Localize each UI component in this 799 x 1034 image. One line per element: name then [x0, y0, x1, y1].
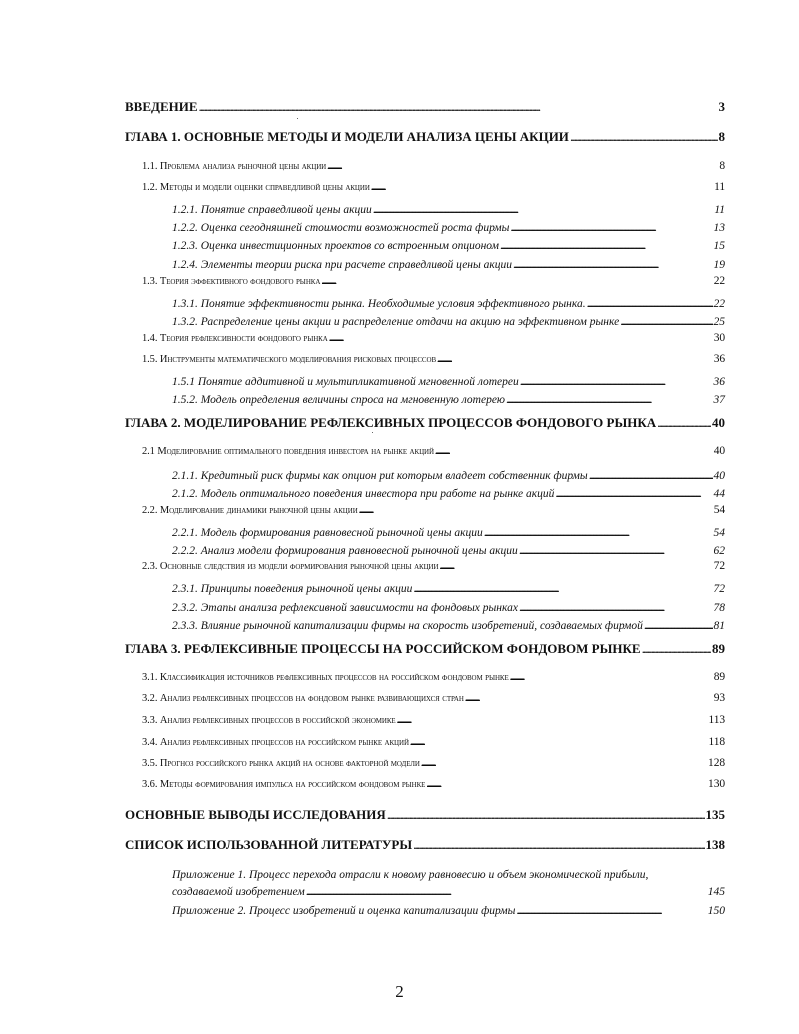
dot-leader: [426, 780, 707, 791]
toc-entry: [172, 260, 725, 272]
toc-entry-page: 8: [718, 129, 725, 144]
toc-entry: [172, 205, 725, 217]
toc-entry-title: 1.2.4. Элементы теории риска при расчете справедливой цены акции: [172, 259, 513, 271]
toc-entry: [172, 489, 725, 501]
toc-entry: [142, 446, 725, 458]
dot-leader: [519, 603, 713, 615]
dot-leader: [465, 694, 713, 705]
toc-entry-page: 81: [713, 620, 725, 632]
toc-entry-title: 3.1. Классификация источников рефлексивных процессов на российском фондовом рынке: [142, 672, 509, 683]
toc-entry-page: 22: [713, 298, 725, 310]
dot-leader: [371, 183, 713, 194]
dot-leader: [620, 317, 712, 329]
toc-entry-title: ГЛАВА 2. МОДЕЛИРОВАНИЕ РЕФЛЕКСИВНЫХ ПРОЦЕССОВ ФОНДОВОГО РЫНКА: [125, 415, 657, 430]
toc-entry-title: Приложение 2. Процесс изобретений и оценка капитализации фирмы: [172, 905, 516, 917]
toc-entry-page: 3: [718, 99, 725, 114]
toc-entry-title: 2.3.1. Принципы поведения рыночной цены акции: [172, 583, 413, 595]
dot-leader: [359, 506, 713, 517]
toc-entry-title: 1.5.2. Модель определения величины спроса на мгновенную лотерею: [172, 394, 506, 406]
toc-entry-title: 3.6. Методы формирования импульса на российском фондовом рынке: [142, 779, 426, 790]
toc-entry-page: 72: [713, 560, 725, 572]
toc-entry: [172, 546, 725, 558]
dot-leader: [644, 621, 713, 633]
toc-entry-title: создаваемой изобретением: [172, 886, 305, 898]
toc-entry-page: 78: [713, 602, 725, 614]
toc-entry-page: 128: [708, 757, 725, 769]
toc-entry-title: 2.1.2. Модель оптимального поведения инвестора при работе на рынке акций: [172, 488, 555, 500]
toc-entry-page: 150: [707, 905, 725, 917]
toc-entry-page: 54: [713, 504, 725, 516]
toc-entry: [142, 182, 725, 194]
dot-leader: [437, 355, 713, 366]
dot-leader: [484, 528, 713, 540]
toc-entry: [172, 395, 725, 407]
toc-entry-page: 30: [713, 332, 725, 344]
toc-entry: [125, 100, 725, 113]
dot-leader: [199, 100, 718, 113]
toc-entry-title: 1.2.1. Понятие справедливой цены акции: [172, 204, 372, 216]
toc-entry-page: 54: [713, 527, 725, 539]
toc-entry-appendix-2: [172, 906, 725, 918]
toc-entry: [142, 715, 725, 727]
toc-entry: [142, 672, 725, 684]
dot-leader: [410, 738, 708, 749]
toc-entry-page: 93: [713, 692, 725, 704]
toc-entry-page: 138: [705, 837, 725, 852]
dot-leader: [510, 223, 712, 235]
toc-entry-title: 3.3. Анализ рефлексивных процессов в российской экономике: [142, 715, 396, 726]
dot-leader: [520, 377, 713, 389]
toc-entry-title: ГЛАВА 3. РЕФЛЕКСИВНЫЕ ПРОЦЕССЫ НА РОССИЙСКОМ ФОНДОВОМ РЫНКЕ: [125, 641, 641, 656]
toc-entry-page: 40: [713, 470, 725, 482]
dot-leader: [306, 887, 707, 899]
toc-entry: [172, 528, 725, 540]
toc-entry: [142, 333, 725, 345]
toc-entry-page: 89: [713, 671, 725, 683]
dot-leader: [413, 838, 704, 851]
toc-entry: [142, 161, 725, 173]
toc-entry-page: 36: [713, 353, 725, 365]
scan-speck: [297, 118, 298, 119]
toc-entry: [142, 758, 725, 770]
toc-entry: [172, 223, 725, 235]
toc-entry-title: 2.3. Основные следствия из модели формирования рыночной цены акции: [142, 561, 439, 572]
toc-entry-title: СПИСОК ИСПОЛЬЗОВАННОЙ ЛИТЕРАТУРЫ: [125, 837, 413, 852]
toc-entry-page: 145: [707, 886, 725, 898]
toc-entry: [172, 317, 725, 329]
toc-entry-title: 2.2.2. Анализ модели формирования равновесной рыночной цены акции: [172, 545, 518, 557]
dot-leader: [327, 162, 718, 173]
dot-leader: [373, 205, 714, 217]
toc-entry-chapter-3: [125, 642, 725, 655]
toc-entry-title: ГЛАВА 1. ОСНОВНЫЕ МЕТОДЫ И МОДЕЛИ АНАЛИЗА ЦЕНЫ АКЦИИ: [125, 129, 569, 144]
toc-entry-title: 1.4. Теория рефлексивности фондового рынка: [142, 333, 328, 344]
toc-entry-page: 130: [708, 778, 725, 790]
dot-leader: [413, 584, 712, 596]
toc-entry-page: 8: [719, 160, 725, 172]
toc-entry-title: 1.2.3. Оценка инвестиционных проектов со встроенным опционом: [172, 240, 499, 252]
dot-leader: [516, 906, 706, 918]
toc-entry: [172, 471, 725, 483]
toc-entry-page: 13: [713, 222, 725, 234]
toc-entry-page: 44: [713, 488, 725, 500]
toc-entry: [142, 737, 725, 749]
dot-leader: [642, 642, 711, 655]
toc-entry: [142, 561, 725, 573]
page-number: 2: [395, 982, 404, 1001]
dot-leader: [421, 759, 707, 770]
toc-entry: [172, 621, 725, 633]
toc-entry-title: 1.5.1 Понятие аддитивной и мультипликативной мгновенной лотереи: [172, 376, 519, 388]
toc-entry-page: 118: [708, 736, 725, 748]
toc-entry-bibliography: [125, 838, 725, 851]
dot-leader: [506, 395, 712, 407]
toc-entry-page: 40: [712, 415, 725, 430]
appendix-1-title-line1: Приложение 1. Процесс перехода отрасли к новому равновесию и объем экономической прибыли,: [172, 869, 649, 881]
toc-entry-page: 40: [713, 445, 725, 457]
toc-entry-page: 36: [713, 376, 725, 388]
toc-entry-title: 1.3.1. Понятие эффективности рынка. Необходимые условия эффективного рынка.: [172, 298, 586, 310]
toc-entry-title: 3.4. Анализ рефлексивных процессов на российском рынке акций: [142, 737, 409, 748]
toc-entry-title: 2.2.1. Модель формирования равновесной рыночной цены акции: [172, 527, 483, 539]
toc-entry-page: 72: [713, 583, 725, 595]
toc-entry-page: 15: [713, 240, 725, 252]
toc-entry-title: 1.1. Проблема анализа рыночной цены акции: [142, 161, 327, 172]
toc-entry-page: 62: [713, 545, 725, 557]
toc-entry: [172, 299, 725, 311]
dot-leader: [657, 416, 711, 429]
toc-entry-page: 113: [708, 714, 725, 726]
toc-entry-title: 1.3. Теория эффективного фондового рынка: [142, 276, 321, 287]
dot-leader: [435, 447, 713, 458]
toc-entry-conclusions: [125, 808, 725, 821]
toc-entry: [142, 693, 725, 705]
dot-leader: [329, 334, 713, 345]
toc-entry: [142, 276, 725, 288]
toc-entry: [142, 505, 725, 517]
toc-entry-title: 1.3.2. Распределение цены акции и распределение отдачи на акцию на эффективном рынке: [172, 316, 620, 328]
toc-entry-title: ВВЕДЕНИЕ: [125, 99, 198, 114]
dot-leader: [321, 277, 712, 288]
toc-entry-title: 2.3.3. Влияние рыночной капитализации фирмы на скорость изобретений, создаваемых фирмой: [172, 620, 643, 632]
toc-entry-page: 11: [714, 204, 725, 216]
toc-entry-page: 19: [713, 259, 725, 271]
toc-entry-title: ОСНОВНЫЕ ВЫВОДЫ ИССЛЕДОВАНИЯ: [125, 807, 386, 822]
toc-entry: [142, 779, 725, 791]
dot-leader: [555, 489, 712, 501]
toc-entry-page: 37: [713, 394, 725, 406]
toc-entry-appendix-1: [172, 887, 725, 899]
toc-entry-title: 1.2.2. Оценка сегодняшней стоимости возможностей роста фирмы: [172, 222, 510, 234]
toc-entry-title: 3.5. Прогноз российского рынка акций на основе факторной модели: [142, 758, 420, 769]
toc-entry-chapter-1: [125, 130, 725, 143]
toc-entry-title: 2.1.1. Кредитный риск фирмы как опцион put которым владеет собственник фирмы: [172, 470, 588, 482]
toc-entry-page: 25: [713, 316, 725, 328]
toc-entry-title: 1.5. Инструменты математического моделирования рисковых процессов: [142, 354, 437, 365]
dot-leader: [510, 673, 713, 684]
toc-entry-page: 135: [705, 807, 725, 822]
dot-leader: [570, 130, 718, 143]
toc-entry: [172, 377, 725, 389]
toc-entry-page: 11: [714, 181, 725, 193]
toc-entry: [172, 241, 725, 253]
toc-entry-title: 2.2. Моделирование динамики рыночной цены акции: [142, 505, 358, 516]
toc-entry-title: 2.1 Моделирование оптимального поведения инвестора на рынке акций: [142, 446, 434, 457]
toc-entry-title: 3.2. Анализ рефлексивных процессов на фондовом рынке развивающихся стран: [142, 693, 464, 704]
dot-leader: [387, 808, 705, 821]
toc-entry-page: 89: [712, 641, 725, 656]
toc-entry: [172, 584, 725, 596]
dot-leader: [587, 299, 713, 311]
dot-leader: [513, 260, 712, 272]
toc-entry-title: 1.2. Методы и модели оценки справедливой цены акции: [142, 182, 370, 193]
scan-speck: [372, 432, 373, 433]
dot-leader: [397, 716, 708, 727]
toc-entry-title: 2.3.2. Этапы анализа рефлексивной зависимости на фондовых рынках: [172, 602, 518, 614]
toc-entry: [172, 603, 725, 615]
dot-leader: [500, 241, 713, 253]
dot-leader: [439, 562, 712, 573]
dot-leader: [589, 471, 713, 483]
dot-leader: [519, 546, 713, 558]
toc-entry: [142, 354, 725, 366]
toc-entry-page: 22: [713, 275, 725, 287]
toc-entry-chapter-2: [125, 416, 725, 429]
